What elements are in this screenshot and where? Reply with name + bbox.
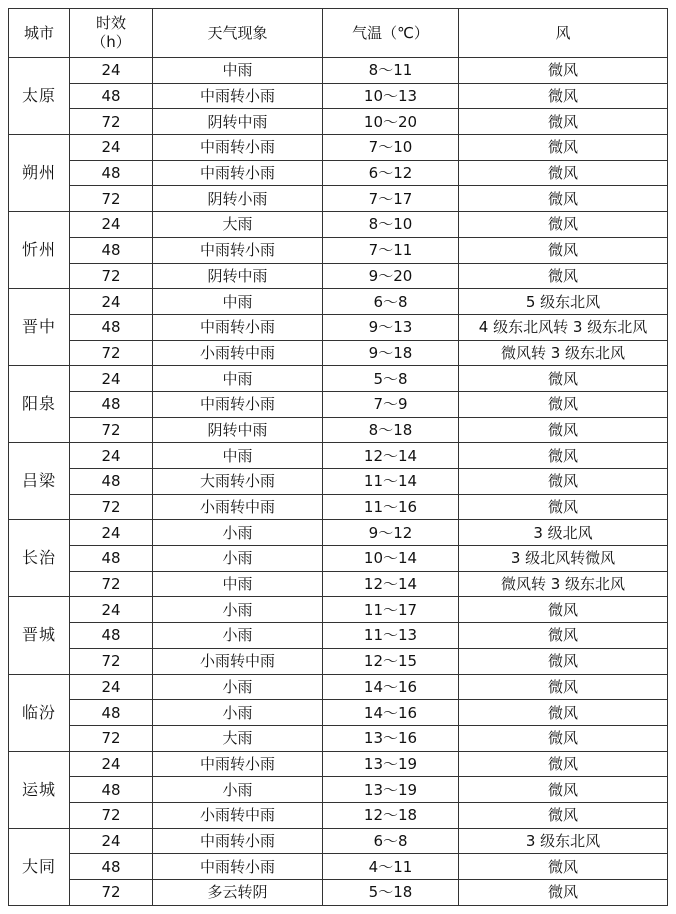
temp-cell: 11～13 [323,623,459,649]
temp-cell: 6～8 [323,828,459,854]
hours-cell: 24 [70,58,153,84]
table-body [9,58,668,906]
wind-cell: 微风转 3 级东北风 [459,571,668,597]
table-row [9,828,668,854]
wind-cell: 微风 [459,802,668,828]
forecast-table-container [8,8,668,906]
hours-cell: 24 [70,674,153,700]
table-row [9,597,668,623]
table-row [9,700,668,726]
wind-cell: 微风 [459,777,668,803]
wind-cell: 微风 [459,263,668,289]
weather-cell: 中雨 [153,289,323,315]
temp-cell: 9～20 [323,263,459,289]
header-time-line2: （h） [91,33,131,51]
temp-cell: 4～11 [323,854,459,880]
weather-cell: 中雨转小雨 [153,828,323,854]
table-row [9,212,668,238]
table-row [9,237,668,263]
weather-cell: 多云转阴 [153,880,323,906]
temp-cell: 11～17 [323,597,459,623]
weather-cell: 小雨 [153,597,323,623]
wind-cell: 4 级东北风转 3 级东北风 [459,314,668,340]
forecast-table [8,8,668,906]
wind-cell: 微风 [459,443,668,469]
hours-cell: 24 [70,212,153,238]
header-city: 城市 [9,9,70,58]
hours-cell: 48 [70,546,153,572]
wind-cell: 微风 [459,751,668,777]
city-name: 阳泉 [9,366,70,443]
hours-cell: 72 [70,186,153,212]
wind-cell: 3 级北风 [459,520,668,546]
city-name: 吕梁 [9,443,70,520]
table-row [9,366,668,392]
table-row [9,494,668,520]
wind-cell: 微风 [459,160,668,186]
hours-cell: 72 [70,648,153,674]
hours-cell: 48 [70,391,153,417]
hours-cell: 24 [70,751,153,777]
weather-cell: 中雨 [153,366,323,392]
wind-cell: 微风 [459,186,668,212]
hours-cell: 72 [70,571,153,597]
hours-cell: 24 [70,828,153,854]
weather-cell: 中雨 [153,571,323,597]
table-row [9,469,668,495]
header-wind: 风 [459,9,668,58]
temp-cell: 9～13 [323,314,459,340]
table-row [9,623,668,649]
hours-cell: 48 [70,83,153,109]
city-name: 晋中 [9,289,70,366]
wind-cell: 微风 [459,109,668,135]
city-name: 太原 [9,58,70,135]
wind-cell: 微风 [459,880,668,906]
hours-cell: 48 [70,777,153,803]
weather-cell: 小雨 [153,674,323,700]
wind-cell: 微风 [459,854,668,880]
wind-cell: 微风 [459,58,668,84]
table-row [9,751,668,777]
wind-cell: 微风转 3 级东北风 [459,340,668,366]
hours-cell: 48 [70,854,153,880]
temp-cell: 9～12 [323,520,459,546]
weather-cell: 小雨转中雨 [153,340,323,366]
temp-cell: 14～16 [323,700,459,726]
hours-cell: 48 [70,623,153,649]
wind-cell: 微风 [459,494,668,520]
temp-cell: 6～12 [323,160,459,186]
weather-cell: 小雨 [153,623,323,649]
weather-cell: 小雨转中雨 [153,648,323,674]
wind-cell: 微风 [459,417,668,443]
temp-cell: 12～14 [323,571,459,597]
city-name: 临汾 [9,674,70,751]
temp-cell: 13～19 [323,751,459,777]
temp-cell: 8～18 [323,417,459,443]
temp-cell: 9～18 [323,340,459,366]
wind-cell: 微风 [459,469,668,495]
hours-cell: 72 [70,880,153,906]
wind-cell: 3 级东北风 [459,828,668,854]
hours-cell: 72 [70,802,153,828]
table-row [9,417,668,443]
table-row [9,135,668,161]
hours-cell: 48 [70,237,153,263]
city-name: 大同 [9,828,70,905]
hours-cell: 72 [70,494,153,520]
weather-cell: 小雨转中雨 [153,802,323,828]
weather-cell: 阴转小雨 [153,186,323,212]
weather-cell: 小雨 [153,520,323,546]
temp-cell: 14～16 [323,674,459,700]
table-row [9,571,668,597]
weather-cell: 中雨转小雨 [153,751,323,777]
table-row [9,802,668,828]
hours-cell: 72 [70,340,153,366]
hours-cell: 24 [70,366,153,392]
weather-cell: 中雨 [153,58,323,84]
table-row [9,263,668,289]
wind-cell: 微风 [459,237,668,263]
weather-cell: 小雨 [153,777,323,803]
weather-cell: 大雨 [153,725,323,751]
temp-cell: 6～8 [323,289,459,315]
hours-cell: 24 [70,597,153,623]
wind-cell: 微风 [459,674,668,700]
hours-cell: 72 [70,417,153,443]
table-row [9,725,668,751]
header-time-line1: 时效 [95,14,126,32]
temp-cell: 13～16 [323,725,459,751]
temp-cell: 12～15 [323,648,459,674]
city-name: 长治 [9,520,70,597]
weather-cell: 大雨 [153,212,323,238]
temp-cell: 12～18 [323,802,459,828]
temp-cell: 11～16 [323,494,459,520]
weather-cell: 中雨转小雨 [153,314,323,340]
temp-cell: 11～14 [323,469,459,495]
table-row [9,391,668,417]
temp-cell: 7～9 [323,391,459,417]
weather-cell: 小雨 [153,546,323,572]
temp-cell: 8～10 [323,212,459,238]
wind-cell: 微风 [459,725,668,751]
weather-cell: 小雨 [153,700,323,726]
table-row [9,546,668,572]
wind-cell: 微风 [459,366,668,392]
temp-cell: 7～10 [323,135,459,161]
weather-cell: 小雨转中雨 [153,494,323,520]
city-name: 忻州 [9,212,70,289]
temp-cell: 5～18 [323,880,459,906]
hours-cell: 72 [70,725,153,751]
weather-cell: 阴转中雨 [153,109,323,135]
city-name: 朔州 [9,135,70,212]
hours-cell: 24 [70,135,153,161]
weather-cell: 中雨转小雨 [153,83,323,109]
temp-cell: 10～13 [323,83,459,109]
hours-cell: 72 [70,263,153,289]
table-row [9,854,668,880]
hours-cell: 24 [70,520,153,546]
hours-cell: 48 [70,469,153,495]
table-row [9,520,668,546]
temp-cell: 13～19 [323,777,459,803]
hours-cell: 48 [70,314,153,340]
weather-cell: 中雨转小雨 [153,391,323,417]
weather-cell: 中雨转小雨 [153,854,323,880]
table-row [9,83,668,109]
wind-cell: 3 级北风转微风 [459,546,668,572]
city-name: 运城 [9,751,70,828]
table-row [9,880,668,906]
temp-cell: 5～8 [323,366,459,392]
table-row [9,58,668,84]
wind-cell: 5 级东北风 [459,289,668,315]
wind-cell: 微风 [459,83,668,109]
header-time [70,9,153,58]
weather-cell: 阴转中雨 [153,263,323,289]
table-row [9,443,668,469]
hours-cell: 48 [70,160,153,186]
weather-cell: 阴转中雨 [153,417,323,443]
wind-cell: 微风 [459,597,668,623]
hours-cell: 24 [70,289,153,315]
weather-cell: 大雨转小雨 [153,469,323,495]
header-row [9,9,668,58]
wind-cell: 微风 [459,135,668,161]
table-row [9,109,668,135]
table-row [9,340,668,366]
table-row [9,160,668,186]
temp-cell: 10～14 [323,546,459,572]
weather-cell: 中雨 [153,443,323,469]
table-row [9,648,668,674]
temp-cell: 7～17 [323,186,459,212]
temp-cell: 10～20 [323,109,459,135]
table-row [9,289,668,315]
table-row [9,777,668,803]
wind-cell: 微风 [459,391,668,417]
hours-cell: 72 [70,109,153,135]
hours-cell: 48 [70,700,153,726]
table-row [9,674,668,700]
weather-cell: 中雨转小雨 [153,135,323,161]
weather-cell: 中雨转小雨 [153,237,323,263]
temp-cell: 8～11 [323,58,459,84]
table-row [9,186,668,212]
temp-cell: 12～14 [323,443,459,469]
temp-cell: 7～11 [323,237,459,263]
city-name: 晋城 [9,597,70,674]
weather-cell: 中雨转小雨 [153,160,323,186]
wind-cell: 微风 [459,623,668,649]
table-row [9,314,668,340]
wind-cell: 微风 [459,700,668,726]
hours-cell: 24 [70,443,153,469]
wind-cell: 微风 [459,212,668,238]
wind-cell: 微风 [459,648,668,674]
header-weather: 天气现象 [153,9,323,58]
header-temp: 气温（℃） [323,9,459,58]
